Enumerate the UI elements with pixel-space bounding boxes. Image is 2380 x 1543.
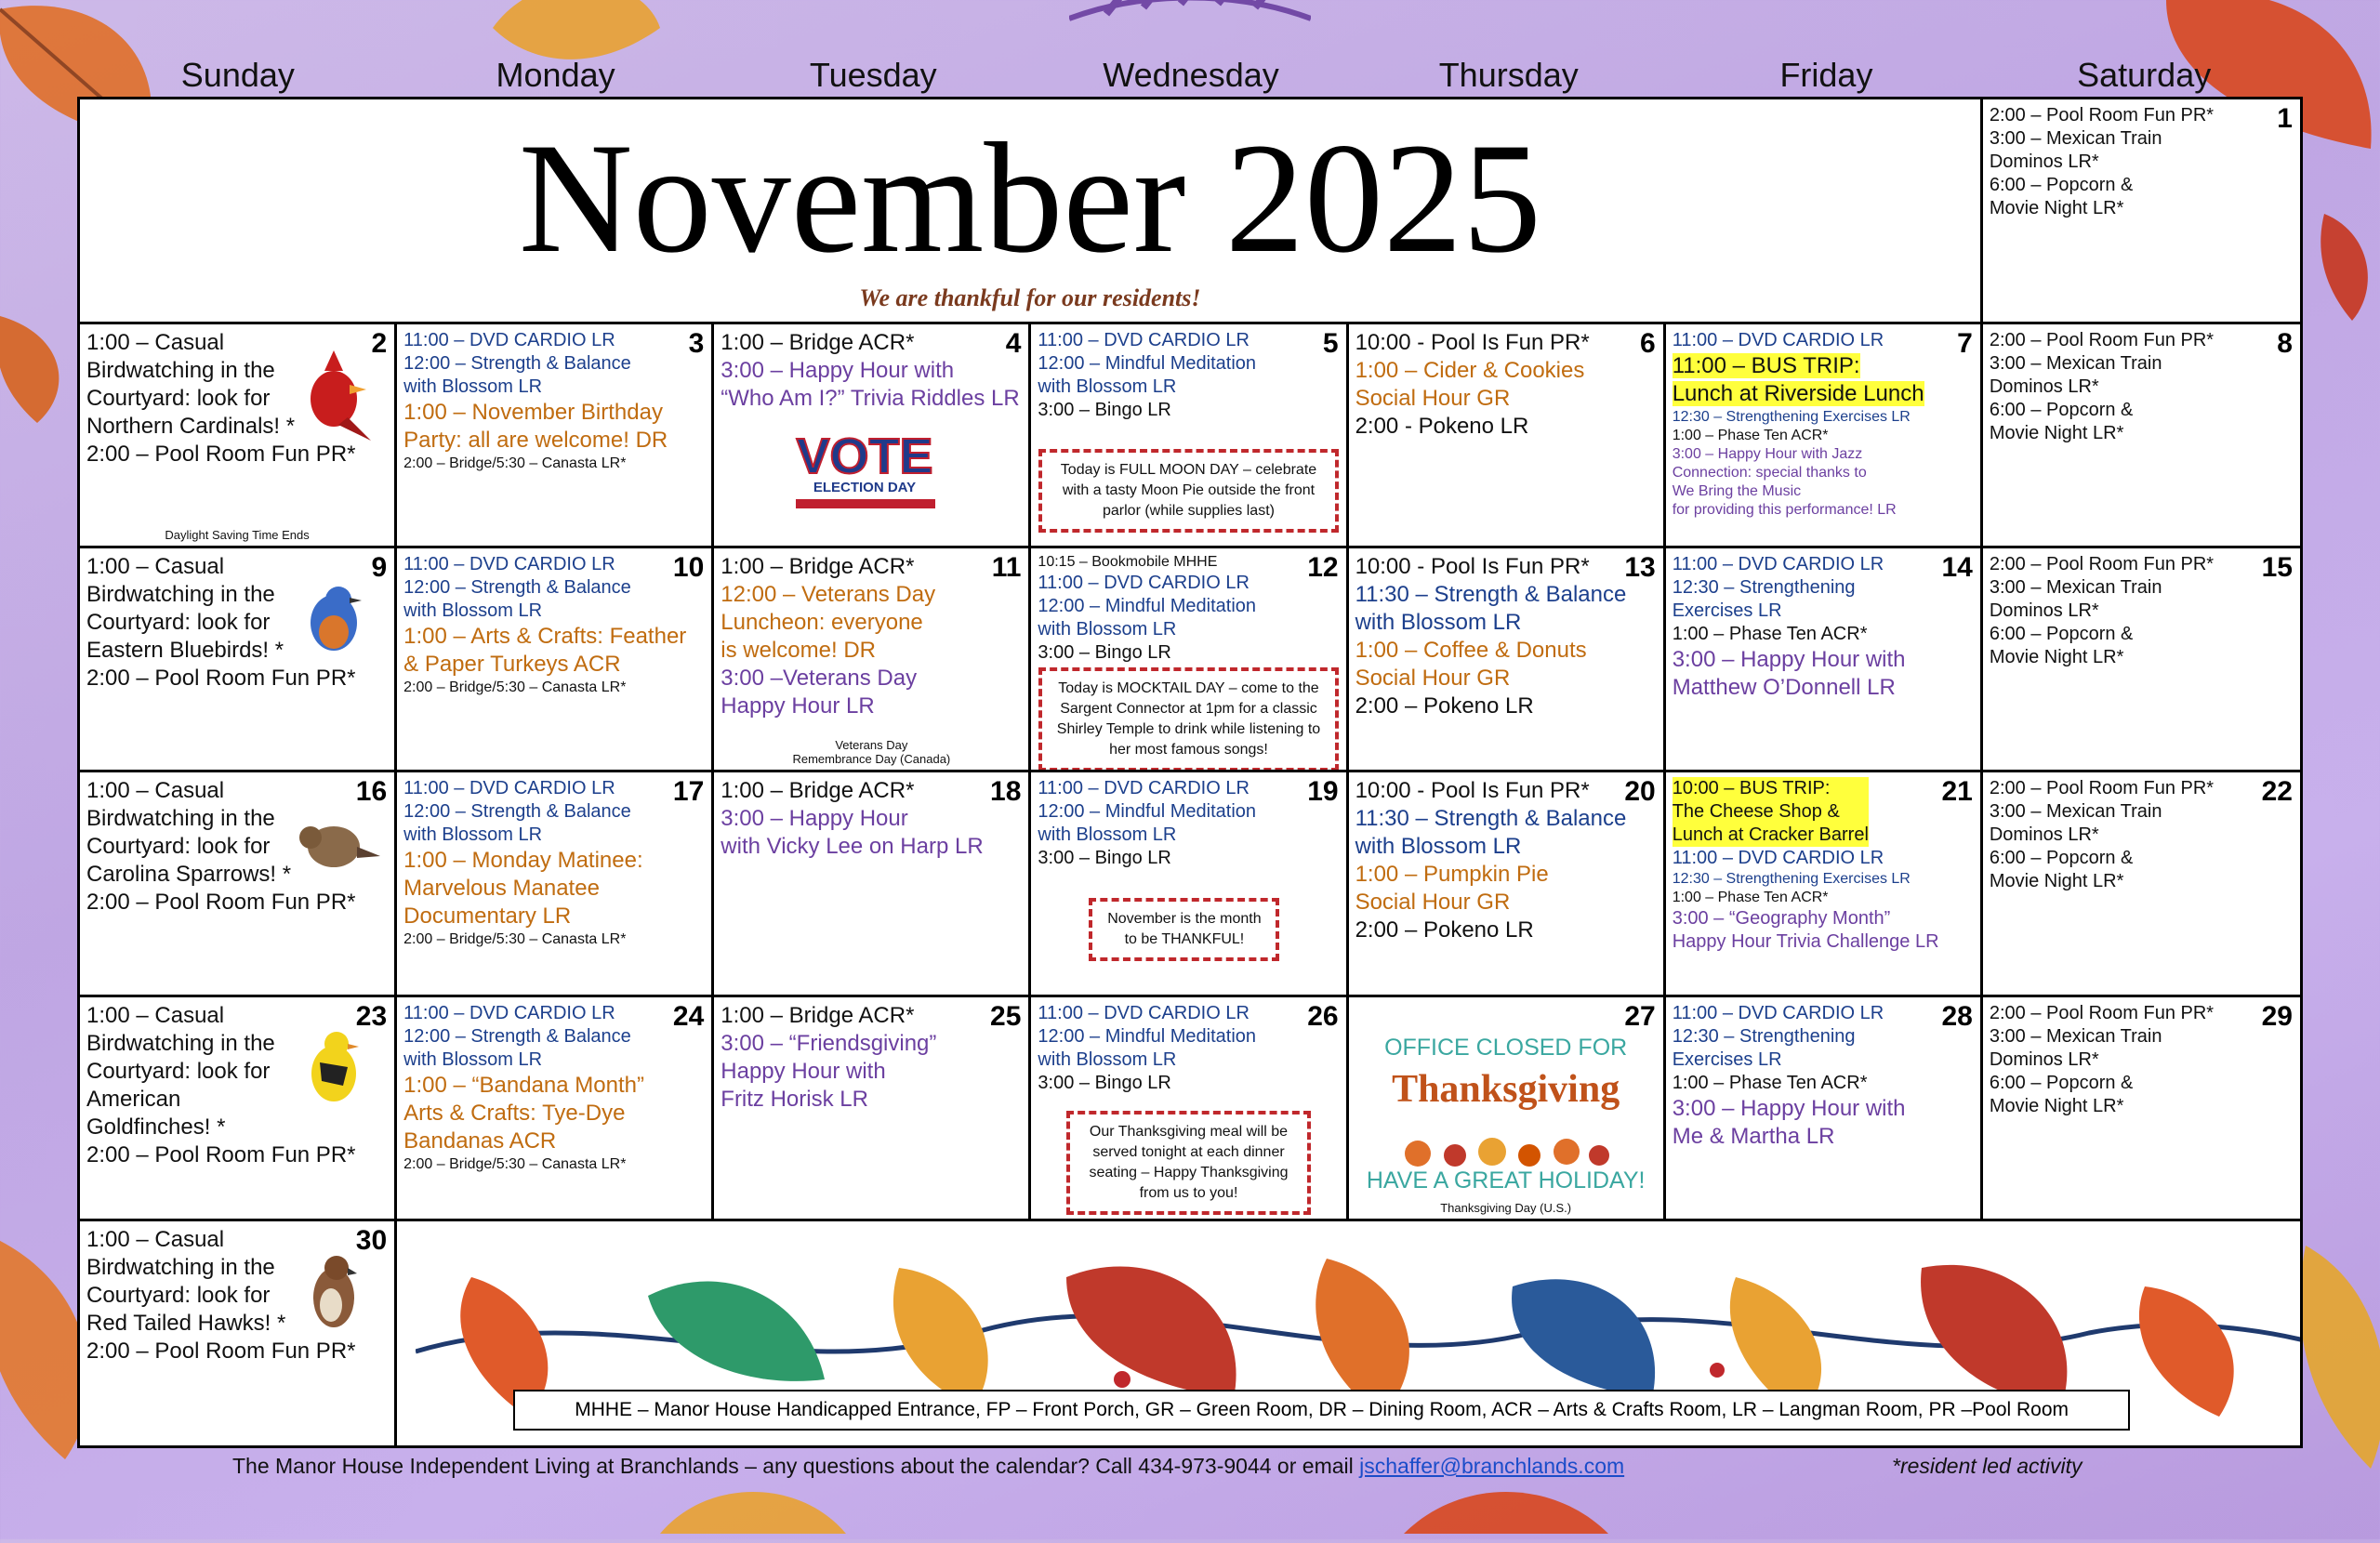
day-name: Sunday — [180, 56, 295, 94]
event: 1:00 – Cider & Cookies Social Hour GR — [1355, 358, 1585, 411]
event: 2:00 – Pool Room Fun PR* — [86, 442, 356, 467]
special-day-box: Today is FULL MOON DAY – celebrate with a tasty Moon Pie outside the front parlor (while supplies last) — [1038, 449, 1338, 533]
day-name: Thursday — [1438, 56, 1579, 94]
vote-election-day-logo — [788, 425, 942, 513]
event: 11:00 – DVD CARDIO LR — [403, 554, 615, 575]
event: 3:00 – Happy Hour with Jazz Connection: special thanks to We Bring the Music for providing this performance! LR — [1672, 446, 1897, 518]
event: 11:00 – DVD CARDIO LR — [1672, 330, 1884, 350]
event: 12:00 – Strength & Balance with Blossom LR — [403, 801, 631, 846]
event: 6:00 – Popcorn & Movie Night LR* — [1989, 1072, 2134, 1116]
day-number: 2 — [371, 328, 388, 359]
event: 1:00 – Bridge ACR* — [721, 778, 915, 804]
day-number: 10 — [672, 552, 705, 584]
event: 12:30 – Strengthening Exercises LR — [1672, 409, 1911, 425]
day-cell — [80, 1221, 397, 1445]
day-cell — [1031, 548, 1348, 772]
bus-trip-event: 10:00 – BUS TRIP: The Cheese Shop & Lunch at Cracker Barrel — [1672, 778, 1869, 846]
event: 12:30 – Strengthening Exercises LR — [1672, 871, 1911, 888]
day-number: 9 — [371, 552, 388, 584]
event: 3:00 – Happy Hour with Vicky Lee on Harp LR — [721, 806, 984, 860]
day-number: 21 — [1941, 776, 1973, 808]
day-cell — [1349, 324, 1666, 548]
day-cell — [1983, 99, 2300, 324]
day-number: 12 — [1307, 552, 1339, 584]
event: 2:00 - Pokeno LR — [1355, 414, 1529, 439]
day-cell — [1983, 997, 2300, 1221]
day-number: 7 — [1957, 328, 1973, 359]
day-name: Friday — [1779, 56, 1873, 94]
event: 3:00 – Happy Hour with “Who Am I?” Trivia Riddles LR — [721, 358, 1020, 411]
calendar-grid — [77, 97, 2303, 1448]
event: 2:00 – Pokeno LR — [1355, 693, 1534, 719]
day-cell — [1031, 324, 1348, 548]
event: 6:00 – Popcorn & Movie Night LR* — [1989, 400, 2134, 443]
day-number: 16 — [355, 776, 388, 808]
hawk-icon — [283, 1240, 385, 1342]
event: 12:00 – Veterans Day Luncheon: everyone is welcome! DR — [721, 582, 936, 664]
day-cell — [1983, 772, 2300, 996]
event: 3:00 – Bingo LR — [1038, 848, 1171, 869]
event: 2:00 – Pokeno LR — [1355, 917, 1534, 943]
day-cell — [397, 997, 714, 1221]
event: 3:00 – Happy Hour with Me & Martha LR — [1672, 1095, 1906, 1149]
day-cell — [714, 324, 1031, 548]
day-number: 27 — [1624, 1000, 1656, 1032]
day-number: 23 — [355, 1000, 388, 1032]
day-cell — [397, 772, 714, 996]
event: 11:00 – DVD CARDIO LR — [1038, 1002, 1250, 1023]
day-number: 29 — [2261, 1000, 2293, 1032]
event: 10:00 - Pool Is Fun PR* — [1355, 554, 1590, 580]
event: 3:00 –Veterans Day Happy Hour LR — [721, 666, 918, 719]
holiday-note: Daylight Saving Time Ends — [165, 528, 310, 543]
day-cell — [1666, 772, 1983, 996]
event: 1:00 – Bridge ACR* — [721, 1002, 915, 1028]
day-cell — [1349, 548, 1666, 772]
event: 12:00 – Mindful Meditation with Blossom LR — [1038, 1025, 1257, 1070]
event: 11:00 – DVD CARDIO LR — [403, 778, 615, 799]
event: 3:00 – “Geography Month” Happy Hour Trivia Challenge LR — [1672, 908, 1939, 953]
day-cell — [1349, 772, 1666, 996]
event: 1:00 – Phase Ten ACR* — [1672, 428, 1829, 443]
resident-led-note: *resident led activity — [1892, 1454, 2082, 1478]
holiday-greeting: HAVE A GREAT HOLIDAY! — [1366, 1167, 1646, 1194]
day-number: 3 — [688, 328, 705, 359]
event: 1:00 – Casual Birdwatching in the Courtyard: look for Eastern Bluebirds! * — [86, 554, 284, 664]
day-cell — [1983, 324, 2300, 548]
goldfinch-icon — [283, 1016, 385, 1118]
event: 11:00 – DVD CARDIO LR — [403, 1002, 615, 1023]
event: 1:00 – November Birthday Party: all are welcome! DR — [403, 400, 668, 453]
event: 12:00 – Strength & Balance with Blossom LR — [403, 1025, 631, 1070]
day-number: 11 — [991, 552, 1022, 584]
thanksgiving-label: Thanksgiving — [1392, 1067, 1620, 1111]
event: 12:00 – Mindful Meditation with Blossom LR — [1038, 353, 1257, 397]
special-day-box: November is the month to be THANKFUL! — [1089, 898, 1279, 961]
event: 2:00 – Bridge/5:30 – Canasta LR* — [403, 931, 627, 948]
event: 1:00 – Phase Ten ACR* — [1672, 890, 1829, 906]
event: 11:00 – DVD CARDIO LR — [403, 330, 615, 350]
event: 3:00 – Mexican Train Dominos LR* — [1989, 128, 2162, 172]
bus-trip-event: 11:00 – BUS TRIP: Lunch at Riverside Lunch — [1672, 353, 1924, 406]
event: 1:00 – Pumpkin Pie Social Hour GR — [1355, 862, 1549, 916]
autumn-leaf-decoration — [1395, 1478, 1618, 1543]
day-names-row — [79, 54, 2303, 97]
event: 1:00 – Casual Birdwatching in the Courtyard: look for Northern Cardinals! * — [86, 330, 296, 439]
event: 1:00 – Monday Matinee: Marvelous Manatee Documentary LR — [403, 848, 643, 930]
event: 6:00 – Popcorn & Movie Night LR* — [1989, 624, 2134, 668]
event: 1:00 – Arts & Crafts: Feather & Paper Turkeys ACR — [403, 624, 687, 678]
day-number: 26 — [1307, 1000, 1339, 1032]
day-number: 13 — [1624, 552, 1656, 584]
event: 2:00 – Pool Room Fun PR* — [1989, 778, 2215, 799]
event: 12:30 – Strengthening Exercises LR — [1672, 577, 1856, 622]
event: 12:00 – Mindful Meditation with Blossom LR — [1038, 596, 1257, 640]
event: 2:00 – Pool Room Fun PR* — [1989, 330, 2215, 350]
footer-contact — [232, 1454, 1624, 1479]
autumn-leaf-decoration — [0, 307, 74, 428]
event: 11:00 – DVD CARDIO LR — [1672, 848, 1884, 869]
day-number: 25 — [990, 1000, 1022, 1032]
day-number: 17 — [672, 776, 705, 808]
special-day-box: Today is MOCKTAIL DAY – come to the Sargent Connector at 1pm for a classic Shirley Temple to drink while listening to her most famous songs! — [1038, 667, 1338, 772]
day-cell — [714, 548, 1031, 772]
day-cell — [714, 772, 1031, 996]
email-link[interactable]: jschaffer@branchlands.com — [1359, 1454, 1625, 1478]
autumn-leaves-banner — [397, 1221, 2300, 1445]
event: 11:00 – DVD CARDIO LR — [1672, 1002, 1884, 1023]
day-number: 8 — [2277, 328, 2293, 359]
calendar-header — [80, 99, 1983, 324]
event: 6:00 – Popcorn & Movie Night LR* — [1989, 175, 2134, 218]
footer — [0, 1448, 2380, 1485]
fall-leaves-icon — [1390, 1135, 1622, 1172]
event: 1:00 – Bridge ACR* — [721, 554, 915, 580]
event: 1:00 – Casual Birdwatching in the Courtyard: look for Carolina Sparrows! * — [86, 778, 292, 888]
event: 1:00 – Casual Birdwatching in the Courtyard: look for Red Tailed Hawks! * — [86, 1226, 286, 1336]
event: 3:00 – “Friendsgiving” Happy Hour with Fritz Horisk LR — [721, 1030, 937, 1112]
event: 2:00 – Pool Room Fun PR* — [86, 1338, 356, 1364]
event: 1:00 – Bridge ACR* — [721, 330, 915, 355]
day-cell — [1349, 997, 1666, 1221]
page-subtitle: We are thankful for our residents! — [859, 284, 1201, 311]
event: 11:00 – DVD CARDIO LR — [1672, 554, 1884, 575]
day-cell — [1666, 548, 1983, 772]
day-number: 15 — [2261, 552, 2293, 584]
event: 1:00 – Coffee & Donuts Social Hour GR — [1355, 638, 1587, 692]
day-number: 1 — [2277, 103, 2293, 134]
day-cell — [397, 548, 714, 772]
holiday-note: Veterans Day Remembrance Day (Canada) — [792, 738, 951, 767]
event: 3:00 – Mexican Train Dominos LR* — [1989, 577, 2162, 622]
sparrow-icon — [283, 791, 385, 893]
day-number: 20 — [1624, 776, 1656, 808]
day-name: Tuesday — [809, 56, 937, 94]
day-cell — [1666, 324, 1983, 548]
event: 3:00 – Bingo LR — [1038, 400, 1171, 420]
event: 3:00 – Bingo LR — [1038, 642, 1171, 664]
day-cell — [714, 997, 1031, 1221]
day-cell — [80, 997, 397, 1221]
event: 6:00 – Popcorn & Movie Night LR* — [1989, 848, 2134, 892]
day-number: 5 — [1322, 328, 1339, 359]
event: 11:00 – DVD CARDIO LR — [1038, 778, 1250, 799]
day-number: 30 — [355, 1224, 388, 1256]
event: 11:30 – Strength & Balance with Blossom LR — [1355, 806, 1627, 860]
day-name: Wednesday — [1103, 56, 1279, 94]
event: 2:00 – Pool Room Fun PR* — [1989, 1002, 2215, 1023]
page-title: November 2025 — [518, 110, 1541, 285]
event: 3:00 – Mexican Train Dominos LR* — [1989, 353, 2162, 397]
day-cell — [80, 772, 397, 996]
location-legend: MHHE – Manor House Handicapped Entrance, FP – Front Porch, GR – Green Room, DR – Dining Room, ACR – Arts & Crafts Room, LR – Langman Room, PR –Pool Room — [513, 1390, 2130, 1431]
svg-text:ELECTION DAY: ELECTION DAY — [813, 480, 917, 495]
day-cell — [397, 324, 714, 548]
holiday-note: Thanksgiving Day (U.S.) — [1440, 1200, 1572, 1215]
day-number: 14 — [1941, 552, 1973, 584]
event: 11:30 – Strength & Balance with Blossom LR — [1355, 582, 1627, 636]
event: 2:00 – Pool Room Fun PR* — [1989, 105, 2215, 125]
event: 11:00 – DVD CARDIO LR — [1038, 573, 1250, 594]
event: 10:15 – Bookmobile MHHE — [1038, 554, 1218, 571]
day-cell — [1031, 772, 1348, 996]
event: 10:00 - Pool Is Fun PR* — [1355, 330, 1590, 355]
svg-text:VOTE: VOTE — [796, 429, 933, 484]
event: 1:00 – “Bandana Month” Arts & Crafts: Tye-Dye Bandanas ACR — [403, 1072, 644, 1154]
event: 12:00 – Strength & Balance with Blossom LR — [403, 353, 631, 397]
autumn-leaf-decoration — [651, 1478, 855, 1543]
day-number: 18 — [990, 776, 1022, 808]
day-number: 6 — [1640, 328, 1656, 359]
event: 1:00 – Phase Ten ACR* — [1672, 1072, 1868, 1093]
event: 10:00 - Pool Is Fun PR* — [1355, 778, 1590, 804]
day-number: 24 — [672, 1000, 705, 1032]
event: 2:00 – Bridge/5:30 – Canasta LR* — [403, 679, 627, 696]
day-number: 28 — [1941, 1000, 1973, 1032]
office-closed-label: OFFICE CLOSED FOR — [1384, 1034, 1628, 1061]
event: 3:00 – Happy Hour with Matthew O’Donnell LR — [1672, 647, 1906, 701]
event: 2:00 – Bridge/5:30 – Canasta LR* — [403, 455, 627, 471]
event: 2:00 – Pool Room Fun PR* — [86, 1141, 356, 1167]
event: 12:00 – Strength & Balance with Blossom LR — [403, 577, 631, 622]
bluebird-icon — [283, 567, 385, 669]
event: 3:00 – Mexican Train Dominos LR* — [1989, 1025, 2162, 1070]
event: 1:00 – Phase Ten ACR* — [1672, 624, 1868, 645]
event: 1:00 – Casual Birdwatching in the Courtyard: look for American Goldfinches! * — [86, 1002, 275, 1140]
office-closed-graphic — [1349, 1035, 1663, 1194]
day-cell — [80, 548, 397, 772]
event: 12:30 – Strengthening Exercises LR — [1672, 1025, 1856, 1070]
event: 3:00 – Bingo LR — [1038, 1072, 1171, 1093]
event: 11:00 – DVD CARDIO LR — [1038, 330, 1250, 350]
event: 3:00 – Mexican Train Dominos LR* — [1989, 801, 2162, 846]
day-number: 22 — [2261, 776, 2293, 808]
day-cell — [1666, 997, 1983, 1221]
day-name: Saturday — [2077, 56, 2212, 94]
day-number: 4 — [1005, 328, 1022, 359]
cardinal-bird-icon — [283, 343, 385, 445]
footer-text: The Manor House Independent Living at Branchlands – any questions about the calendar? Call 434-973-9044 or email — [232, 1454, 1354, 1478]
day-number: 19 — [1307, 776, 1339, 808]
day-cell — [80, 324, 397, 548]
day-cell — [1983, 548, 2300, 772]
event: 2:00 – Pool Room Fun PR* — [1989, 554, 2215, 575]
event: 2:00 – Pool Room Fun PR* — [86, 890, 356, 916]
day-name: Monday — [496, 56, 615, 94]
special-day-box: Our Thanksgiving meal will be served tonight at each dinner seating – Happy Thanksgiving from us to you! — [1066, 1111, 1310, 1215]
event: 2:00 – Bridge/5:30 – Canasta LR* — [403, 1155, 627, 1172]
day-cell — [1031, 997, 1348, 1221]
autumn-leaf-decoration — [2315, 204, 2380, 325]
event: 12:00 – Mindful Meditation with Blossom LR — [1038, 801, 1257, 846]
event: 2:00 – Pool Room Fun PR* — [86, 666, 356, 692]
